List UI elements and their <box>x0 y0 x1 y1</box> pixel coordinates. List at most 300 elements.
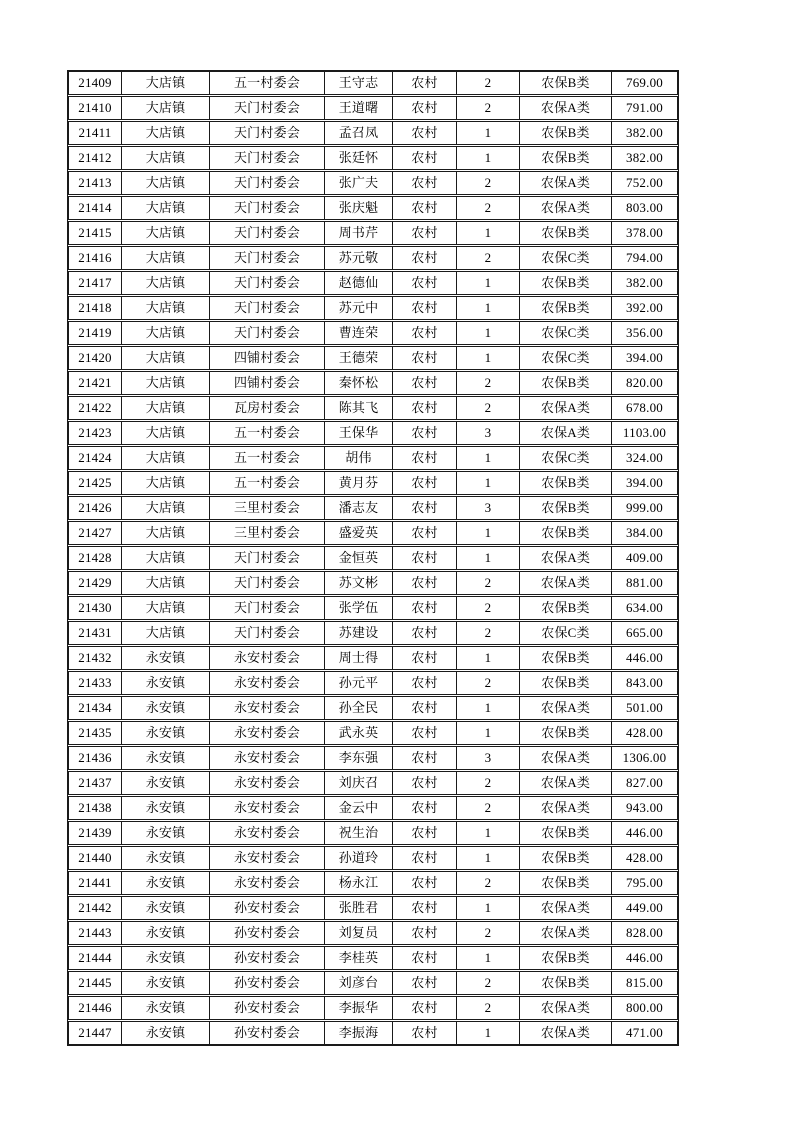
cell-person-id: 21429 <box>69 572 122 594</box>
table-row <box>68 96 678 120</box>
cell-person-name: 张学伍 <box>325 597 393 619</box>
cell-amount: 828.00 <box>626 925 663 940</box>
cell-person-name: 黄月芬 <box>325 472 393 494</box>
table-row <box>68 246 678 270</box>
cell-insurance-class: 农保A类 <box>520 547 612 569</box>
cell-village-committee: 孙安村委会 <box>210 947 325 969</box>
cell-person-count: 1 <box>457 297 520 319</box>
cell-town: 永安镇 <box>122 922 210 944</box>
cell-person-count: 1 <box>457 547 520 569</box>
cell-person-count: 1 <box>457 1022 520 1044</box>
cell-village-committee: 天门村委会 <box>210 222 325 244</box>
cell-person-id: 21443 <box>69 922 122 944</box>
cell-person-count: 2 <box>457 72 520 94</box>
cell-person-id: 21412 <box>69 147 122 169</box>
cell-amount: 449.00 <box>626 900 663 915</box>
cell-insurance-class: 农保B类 <box>520 722 612 744</box>
cell-residence-type: 农村 <box>393 622 457 644</box>
cell-person-name: 曹连荣 <box>325 322 393 344</box>
table-row <box>68 471 678 495</box>
cell-person-name: 潘志友 <box>325 497 393 519</box>
table-row <box>68 796 678 820</box>
cell-person-name: 李振华 <box>325 997 393 1019</box>
table-row <box>68 621 678 645</box>
table-row <box>68 296 678 320</box>
cell-person-count: 1 <box>457 722 520 744</box>
cell-person-count: 1 <box>457 122 520 144</box>
cell-person-name: 陈其飞 <box>325 397 393 419</box>
cell-insurance-class: 农保A类 <box>520 747 612 769</box>
cell-person-id: 21430 <box>69 597 122 619</box>
cell-residence-type: 农村 <box>393 822 457 844</box>
cell-town: 大店镇 <box>122 447 210 469</box>
cell-town: 大店镇 <box>122 97 210 119</box>
cell-residence-type: 农村 <box>393 472 457 494</box>
cell-amount: 1306.00 <box>622 750 667 765</box>
cell-person-count: 2 <box>457 872 520 894</box>
cell-person-count: 2 <box>457 672 520 694</box>
cell-person-id: 21437 <box>69 772 122 794</box>
cell-insurance-class: 农保A类 <box>520 197 612 219</box>
cell-amount: 394.00 <box>626 475 663 490</box>
cell-person-name: 武永英 <box>325 722 393 744</box>
cell-insurance-class: 农保B类 <box>520 947 612 969</box>
table-row <box>68 196 678 220</box>
cell-residence-type: 农村 <box>393 322 457 344</box>
cell-village-committee: 孙安村委会 <box>210 922 325 944</box>
cell-insurance-class: 农保B类 <box>520 597 612 619</box>
cell-residence-type: 农村 <box>393 1022 457 1044</box>
table-body <box>68 71 678 1045</box>
cell-person-name: 盛爱英 <box>325 522 393 544</box>
cell-residence-type: 农村 <box>393 172 457 194</box>
cell-residence-type: 农村 <box>393 922 457 944</box>
cell-person-id: 21416 <box>69 247 122 269</box>
cell-person-count: 1 <box>457 522 520 544</box>
cell-person-name: 祝生治 <box>325 822 393 844</box>
cell-person-name: 张庆魁 <box>325 197 393 219</box>
cell-residence-type: 农村 <box>393 947 457 969</box>
cell-person-name: 孟召凤 <box>325 122 393 144</box>
cell-person-id: 21425 <box>69 472 122 494</box>
cell-person-id: 21445 <box>69 972 122 994</box>
table-row <box>68 596 678 620</box>
cell-residence-type: 农村 <box>393 72 457 94</box>
cell-person-id: 21441 <box>69 872 122 894</box>
cell-person-name: 李振海 <box>325 1022 393 1044</box>
table-row <box>68 71 678 95</box>
cell-insurance-class: 农保A类 <box>520 422 612 444</box>
cell-residence-type: 农村 <box>393 997 457 1019</box>
cell-person-name: 杨永江 <box>325 872 393 894</box>
cell-village-committee: 三里村委会 <box>210 522 325 544</box>
cell-village-committee: 五一村委会 <box>210 472 325 494</box>
cell-amount: 943.00 <box>626 800 663 815</box>
cell-person-name: 刘复员 <box>325 922 393 944</box>
cell-person-id: 21447 <box>69 1022 122 1044</box>
cell-person-count: 2 <box>457 247 520 269</box>
cell-amount: 769.00 <box>626 75 663 90</box>
cell-town: 永安镇 <box>122 947 210 969</box>
cell-insurance-class: 农保A类 <box>520 997 612 1019</box>
table-row <box>68 496 678 520</box>
cell-village-committee: 永安村委会 <box>210 872 325 894</box>
cell-residence-type: 农村 <box>393 422 457 444</box>
table-row <box>68 996 678 1020</box>
cell-village-committee: 孙安村委会 <box>210 897 325 919</box>
cell-amount: 446.00 <box>626 825 663 840</box>
cell-insurance-class: 农保C类 <box>520 347 612 369</box>
cell-village-committee: 天门村委会 <box>210 297 325 319</box>
cell-residence-type: 农村 <box>393 147 457 169</box>
cell-village-committee: 永安村委会 <box>210 647 325 669</box>
cell-village-committee: 孙安村委会 <box>210 997 325 1019</box>
cell-insurance-class: 农保A类 <box>520 1022 612 1044</box>
cell-person-name: 孙全民 <box>325 697 393 719</box>
cell-amount: 752.00 <box>626 175 663 190</box>
cell-amount: 791.00 <box>626 100 663 115</box>
cell-village-committee: 永安村委会 <box>210 722 325 744</box>
cell-residence-type: 农村 <box>393 872 457 894</box>
cell-person-id: 21417 <box>69 272 122 294</box>
cell-village-committee: 五一村委会 <box>210 447 325 469</box>
cell-town: 永安镇 <box>122 897 210 919</box>
cell-insurance-class: 农保A类 <box>520 172 612 194</box>
cell-person-name: 金恒英 <box>325 547 393 569</box>
table-row <box>68 371 678 395</box>
cell-person-id: 21420 <box>69 347 122 369</box>
cell-residence-type: 农村 <box>393 447 457 469</box>
cell-residence-type: 农村 <box>393 672 457 694</box>
cell-person-count: 2 <box>457 97 520 119</box>
cell-amount: 999.00 <box>626 500 663 515</box>
cell-amount: 1103.00 <box>622 425 667 440</box>
cell-residence-type: 农村 <box>393 847 457 869</box>
cell-amount: 382.00 <box>626 150 663 165</box>
cell-person-name: 秦怀松 <box>325 372 393 394</box>
cell-village-committee: 天门村委会 <box>210 147 325 169</box>
table-row <box>68 771 678 795</box>
cell-village-committee: 永安村委会 <box>210 672 325 694</box>
cell-insurance-class: 农保C类 <box>520 322 612 344</box>
cell-person-name: 王保华 <box>325 422 393 444</box>
cell-insurance-class: 农保B类 <box>520 972 612 994</box>
cell-person-count: 2 <box>457 997 520 1019</box>
cell-insurance-class: 农保B类 <box>520 497 612 519</box>
cell-amount: 634.00 <box>626 600 663 615</box>
cell-person-id: 21439 <box>69 822 122 844</box>
cell-residence-type: 农村 <box>393 572 457 594</box>
cell-insurance-class: 农保B类 <box>520 272 612 294</box>
cell-village-committee: 孙安村委会 <box>210 1022 325 1044</box>
cell-amount: 827.00 <box>626 775 663 790</box>
cell-residence-type: 农村 <box>393 797 457 819</box>
cell-amount: 815.00 <box>626 975 663 990</box>
cell-amount: 446.00 <box>626 950 663 965</box>
cell-person-count: 3 <box>457 747 520 769</box>
cell-person-name: 苏建设 <box>325 622 393 644</box>
table-row <box>68 821 678 845</box>
cell-person-count: 2 <box>457 797 520 819</box>
cell-town: 大店镇 <box>122 72 210 94</box>
cell-town: 永安镇 <box>122 1022 210 1044</box>
cell-residence-type: 农村 <box>393 647 457 669</box>
cell-town: 永安镇 <box>122 747 210 769</box>
cell-town: 大店镇 <box>122 397 210 419</box>
cell-insurance-class: 农保B类 <box>520 472 612 494</box>
cell-town: 永安镇 <box>122 772 210 794</box>
cell-insurance-class: 农保A类 <box>520 897 612 919</box>
cell-village-committee: 永安村委会 <box>210 847 325 869</box>
cell-town: 永安镇 <box>122 972 210 994</box>
cell-person-id: 21418 <box>69 297 122 319</box>
cell-person-id: 21433 <box>69 672 122 694</box>
cell-person-name: 张胜君 <box>325 897 393 919</box>
cell-town: 大店镇 <box>122 547 210 569</box>
cell-person-count: 1 <box>457 272 520 294</box>
cell-residence-type: 农村 <box>393 747 457 769</box>
cell-town: 大店镇 <box>122 247 210 269</box>
cell-residence-type: 农村 <box>393 222 457 244</box>
cell-person-id: 21413 <box>69 172 122 194</box>
cell-amount: 820.00 <box>626 375 663 390</box>
cell-town: 大店镇 <box>122 372 210 394</box>
cell-amount: 378.00 <box>626 225 663 240</box>
cell-person-name: 李东强 <box>325 747 393 769</box>
cell-person-count: 1 <box>457 697 520 719</box>
cell-person-count: 2 <box>457 372 520 394</box>
cell-amount: 356.00 <box>626 325 663 340</box>
cell-insurance-class: 农保B类 <box>520 672 612 694</box>
cell-insurance-class: 农保B类 <box>520 72 612 94</box>
cell-person-name: 孙元平 <box>325 672 393 694</box>
table-row <box>68 171 678 195</box>
table-row <box>68 921 678 945</box>
cell-person-id: 21431 <box>69 622 122 644</box>
cell-amount: 471.00 <box>626 1025 663 1040</box>
cell-village-committee: 天门村委会 <box>210 172 325 194</box>
table-row <box>68 671 678 695</box>
cell-town: 永安镇 <box>122 872 210 894</box>
table-row <box>68 521 678 545</box>
cell-amount: 384.00 <box>626 525 663 540</box>
cell-village-committee: 永安村委会 <box>210 797 325 819</box>
cell-insurance-class: 农保A类 <box>520 397 612 419</box>
cell-insurance-class: 农保B类 <box>520 847 612 869</box>
cell-amount: 678.00 <box>626 400 663 415</box>
cell-person-count: 2 <box>457 197 520 219</box>
table-row <box>68 421 678 445</box>
cell-residence-type: 农村 <box>393 722 457 744</box>
cell-insurance-class: 农保A类 <box>520 572 612 594</box>
cell-town: 永安镇 <box>122 647 210 669</box>
cell-insurance-class: 农保B类 <box>520 147 612 169</box>
cell-person-name: 孙道玲 <box>325 847 393 869</box>
cell-insurance-class: 农保C类 <box>520 247 612 269</box>
cell-town: 永安镇 <box>122 722 210 744</box>
cell-amount: 382.00 <box>626 125 663 140</box>
cell-person-id: 21432 <box>69 647 122 669</box>
cell-person-count: 1 <box>457 347 520 369</box>
cell-person-id: 21435 <box>69 722 122 744</box>
cell-amount: 665.00 <box>626 625 663 640</box>
cell-person-count: 1 <box>457 322 520 344</box>
cell-person-count: 3 <box>457 422 520 444</box>
cell-person-id: 21421 <box>69 372 122 394</box>
cell-person-name: 张广夫 <box>325 172 393 194</box>
cell-village-committee: 五一村委会 <box>210 72 325 94</box>
cell-town: 大店镇 <box>122 472 210 494</box>
table-row <box>68 321 678 345</box>
cell-village-committee: 三里村委会 <box>210 497 325 519</box>
cell-village-committee: 天门村委会 <box>210 122 325 144</box>
cell-person-id: 21436 <box>69 747 122 769</box>
table-row <box>68 1021 678 1045</box>
cell-person-name: 王守志 <box>325 72 393 94</box>
cell-residence-type: 农村 <box>393 372 457 394</box>
cell-person-count: 2 <box>457 622 520 644</box>
cell-residence-type: 农村 <box>393 897 457 919</box>
cell-amount: 446.00 <box>626 650 663 665</box>
cell-insurance-class: 农保B类 <box>520 522 612 544</box>
cell-village-committee: 永安村委会 <box>210 772 325 794</box>
cell-person-id: 21411 <box>69 122 122 144</box>
table-row <box>68 646 678 670</box>
cell-insurance-class: 农保A类 <box>520 922 612 944</box>
cell-amount: 803.00 <box>626 200 663 215</box>
table-row <box>68 696 678 720</box>
cell-person-id: 21419 <box>69 322 122 344</box>
cell-town: 大店镇 <box>122 272 210 294</box>
cell-village-committee: 天门村委会 <box>210 597 325 619</box>
cell-village-committee: 永安村委会 <box>210 697 325 719</box>
cell-person-count: 1 <box>457 447 520 469</box>
cell-person-name: 刘彦台 <box>325 972 393 994</box>
cell-village-committee: 五一村委会 <box>210 422 325 444</box>
table-row <box>68 571 678 595</box>
table-row <box>68 871 678 895</box>
table-row <box>68 746 678 770</box>
cell-village-committee: 天门村委会 <box>210 547 325 569</box>
cell-insurance-class: 农保A类 <box>520 797 612 819</box>
cell-amount: 428.00 <box>626 850 663 865</box>
cell-person-name: 苏元中 <box>325 297 393 319</box>
cell-person-count: 2 <box>457 972 520 994</box>
cell-amount: 392.00 <box>626 300 663 315</box>
cell-person-name: 王道曙 <box>325 97 393 119</box>
table-row <box>68 146 678 170</box>
cell-residence-type: 农村 <box>393 697 457 719</box>
cell-village-committee: 四铺村委会 <box>210 347 325 369</box>
cell-town: 永安镇 <box>122 797 210 819</box>
cell-amount: 794.00 <box>626 250 663 265</box>
cell-town: 大店镇 <box>122 597 210 619</box>
cell-town: 大店镇 <box>122 572 210 594</box>
cell-residence-type: 农村 <box>393 197 457 219</box>
cell-person-count: 1 <box>457 472 520 494</box>
cell-insurance-class: 农保C类 <box>520 447 612 469</box>
cell-amount: 324.00 <box>626 450 663 465</box>
table-row <box>68 721 678 745</box>
cell-person-name: 苏文彬 <box>325 572 393 594</box>
table-row <box>68 396 678 420</box>
cell-town: 大店镇 <box>122 522 210 544</box>
cell-person-id: 21409 <box>69 72 122 94</box>
cell-person-name: 周书芹 <box>325 222 393 244</box>
cell-residence-type: 农村 <box>393 272 457 294</box>
cell-town: 大店镇 <box>122 422 210 444</box>
cell-person-count: 3 <box>457 497 520 519</box>
cell-person-name: 刘庆召 <box>325 772 393 794</box>
cell-person-id: 21422 <box>69 397 122 419</box>
cell-amount: 382.00 <box>626 275 663 290</box>
cell-person-count: 1 <box>457 147 520 169</box>
cell-person-count: 2 <box>457 772 520 794</box>
cell-town: 大店镇 <box>122 197 210 219</box>
cell-insurance-class: 农保A类 <box>520 97 612 119</box>
table-row <box>68 846 678 870</box>
cell-village-committee: 孙安村委会 <box>210 972 325 994</box>
cell-person-count: 2 <box>457 572 520 594</box>
table-row <box>68 971 678 995</box>
cell-town: 大店镇 <box>122 497 210 519</box>
cell-person-name: 胡伟 <box>325 447 393 469</box>
cell-town: 大店镇 <box>122 147 210 169</box>
cell-amount: 409.00 <box>626 550 663 565</box>
table-row <box>68 121 678 145</box>
table-row <box>68 446 678 470</box>
cell-person-id: 21440 <box>69 847 122 869</box>
cell-residence-type: 农村 <box>393 522 457 544</box>
cell-amount: 795.00 <box>626 875 663 890</box>
cell-village-committee: 四铺村委会 <box>210 372 325 394</box>
cell-person-count: 2 <box>457 397 520 419</box>
cell-insurance-class: 农保A类 <box>520 697 612 719</box>
cell-insurance-class: 农保A类 <box>520 772 612 794</box>
cell-town: 大店镇 <box>122 172 210 194</box>
cell-residence-type: 农村 <box>393 547 457 569</box>
cell-residence-type: 农村 <box>393 772 457 794</box>
cell-residence-type: 农村 <box>393 397 457 419</box>
cell-residence-type: 农村 <box>393 97 457 119</box>
cell-person-id: 21410 <box>69 97 122 119</box>
cell-town: 大店镇 <box>122 322 210 344</box>
cell-insurance-class: 农保B类 <box>520 372 612 394</box>
cell-town: 大店镇 <box>122 122 210 144</box>
cell-residence-type: 农村 <box>393 122 457 144</box>
cell-person-id: 21442 <box>69 897 122 919</box>
cell-town: 永安镇 <box>122 672 210 694</box>
cell-person-id: 21427 <box>69 522 122 544</box>
cell-town: 永安镇 <box>122 997 210 1019</box>
cell-person-count: 1 <box>457 947 520 969</box>
cell-person-name: 王德荣 <box>325 347 393 369</box>
cell-person-id: 21414 <box>69 197 122 219</box>
cell-town: 大店镇 <box>122 622 210 644</box>
cell-residence-type: 农村 <box>393 347 457 369</box>
cell-amount: 501.00 <box>626 700 663 715</box>
cell-person-count: 2 <box>457 172 520 194</box>
cell-insurance-class: 农保B类 <box>520 122 612 144</box>
cell-person-count: 1 <box>457 822 520 844</box>
cell-village-committee: 天门村委会 <box>210 572 325 594</box>
cell-person-id: 21423 <box>69 422 122 444</box>
cell-insurance-class: 农保B类 <box>520 647 612 669</box>
cell-amount: 394.00 <box>626 350 663 365</box>
cell-residence-type: 农村 <box>393 297 457 319</box>
cell-village-committee: 天门村委会 <box>210 622 325 644</box>
cell-town: 永安镇 <box>122 697 210 719</box>
